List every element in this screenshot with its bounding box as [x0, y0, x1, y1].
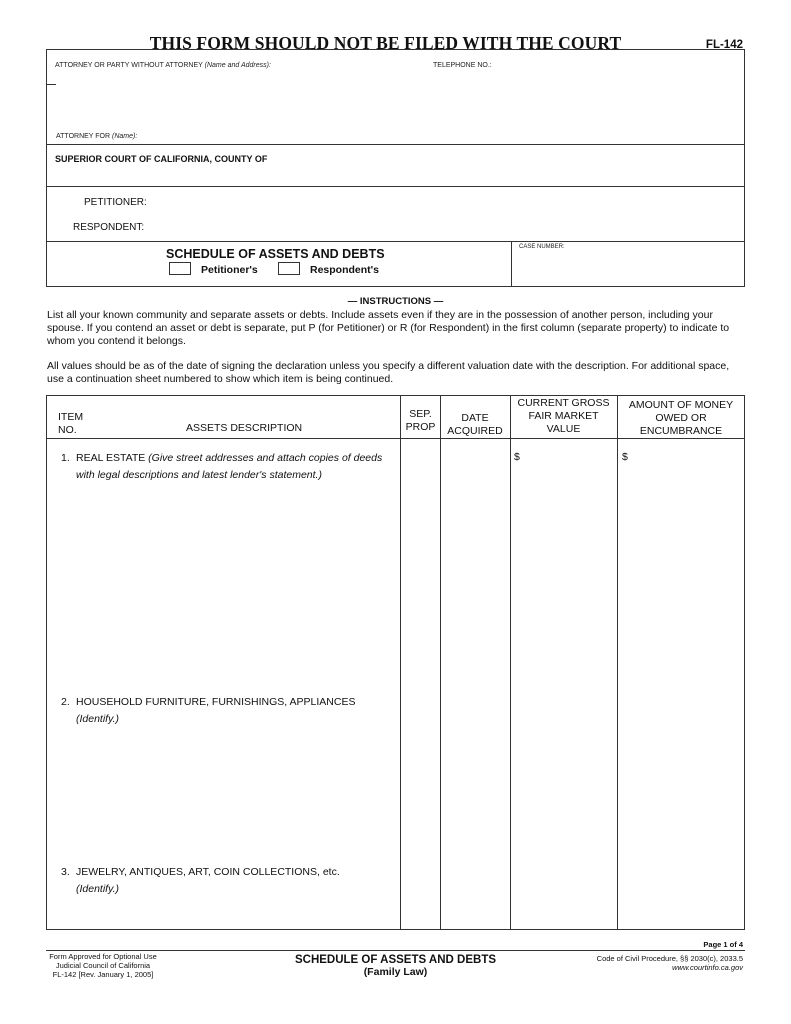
- form-number: FL-142: [705, 39, 743, 51]
- instructions-paragraph-1: List all your known community and separate assets or debts. Include assets even if they are in the possession of another person, including your spouse. If you contend an asset or debt is separate, put P (for Petitioner) or R (for Respondent) in the first column (separate property) to indicate to whom you contend it belongs.: [47, 309, 730, 347]
- table-header-divider: [46, 438, 745, 439]
- petitioners-checkbox-label: Petitioner's: [201, 264, 258, 276]
- petitioner-field[interactable]: [152, 194, 737, 210]
- attorney-name-address-field[interactable]: [50, 72, 740, 130]
- table-row-household-furniture: 2. HOUSEHOLD FURNITURE, FURNISHINGS, APPLIANCES (Identify.): [61, 696, 356, 725]
- petitioner-label: PETITIONER:: [84, 197, 147, 208]
- divider: [46, 241, 745, 242]
- divider: [46, 144, 745, 145]
- fair-value-currency: $: [514, 451, 520, 463]
- telephone-label: TELEPHONE NO.:: [433, 62, 492, 69]
- respondent-label: RESPONDENT:: [73, 222, 145, 233]
- amount-owed-currency: $: [622, 451, 628, 463]
- not-filed-banner: THIS FORM SHOULD NOT BE FILED WITH THE COURT: [149, 33, 622, 53]
- tick-mark: [46, 84, 56, 85]
- header-fair-market-value: CURRENT GROSS FAIR MARKET VALUE: [517, 397, 610, 435]
- column-divider: [400, 395, 401, 930]
- header-assets-description: ASSETS DESCRIPTION: [186, 422, 303, 434]
- table-row-real-estate: 1. REAL ESTATE (Give street addresses and attach copies of deeds with legal descriptions and latest lender's statement.): [61, 452, 383, 481]
- table-row-jewelry: 3. JEWELRY, ANTIQUES, ART, COIN COLLECTIONS, etc. (Identify.): [61, 866, 340, 895]
- footer-center: SCHEDULE OF ASSETS AND DEBTS (Family Law): [294, 954, 497, 978]
- form-title: SCHEDULE OF ASSETS AND DEBTS: [166, 247, 385, 261]
- petitioners-checkbox[interactable]: [169, 262, 191, 275]
- county-field[interactable]: [300, 150, 740, 182]
- header-sep-prop: SEP. PROP: [405, 408, 436, 433]
- instructions-title: — INSTRUCTIONS —: [347, 296, 444, 307]
- footer-left: Form Approved for Optional Use Judicial Council of California FL-142 [Rev. January 1, 2005]: [49, 952, 157, 979]
- header-item-no: ITEM NO.: [58, 411, 84, 436]
- header-date-acquired: DATE ACQUIRED: [447, 412, 503, 437]
- courtinfo-link[interactable]: www.courtinfo.ca.gov: [672, 963, 743, 972]
- respondents-checkbox[interactable]: [278, 262, 300, 275]
- case-number-field[interactable]: [516, 254, 740, 284]
- real-estate-amount-owed-field[interactable]: [632, 445, 740, 645]
- divider: [511, 241, 512, 287]
- header-amount-owed: AMOUNT OF MONEY OWED OR ENCUMBRANCE: [628, 399, 734, 437]
- column-divider: [440, 395, 441, 930]
- real-estate-fair-value-field[interactable]: [524, 445, 612, 645]
- footer-right: Code of Civil Procedure, §§ 2030(c), 2033.5 www.courtinfo.ca.gov: [596, 954, 743, 972]
- court-label: SUPERIOR COURT OF CALIFORNIA, COUNTY OF: [55, 154, 268, 164]
- attorney-label: ATTORNEY OR PARTY WITHOUT ATTORNEY (Name and Address):: [55, 62, 271, 69]
- instructions-paragraph-2: All values should be as of the date of signing the declaration unless you specify a different valuation date with the description. For additional space, use a continuation sheet numbered to show which item is being continued.: [47, 360, 730, 385]
- divider: [46, 186, 745, 187]
- page-number: Page 1 of 4: [703, 940, 743, 949]
- footer-rule: [46, 950, 745, 951]
- case-number-label: CASE NUMBER:: [519, 244, 565, 250]
- column-divider: [510, 395, 511, 930]
- respondents-checkbox-label: Respondent's: [310, 264, 380, 276]
- column-divider: [617, 395, 618, 930]
- respondent-field[interactable]: [152, 219, 737, 235]
- attorney-for-label: ATTORNEY FOR (Name):: [56, 133, 138, 140]
